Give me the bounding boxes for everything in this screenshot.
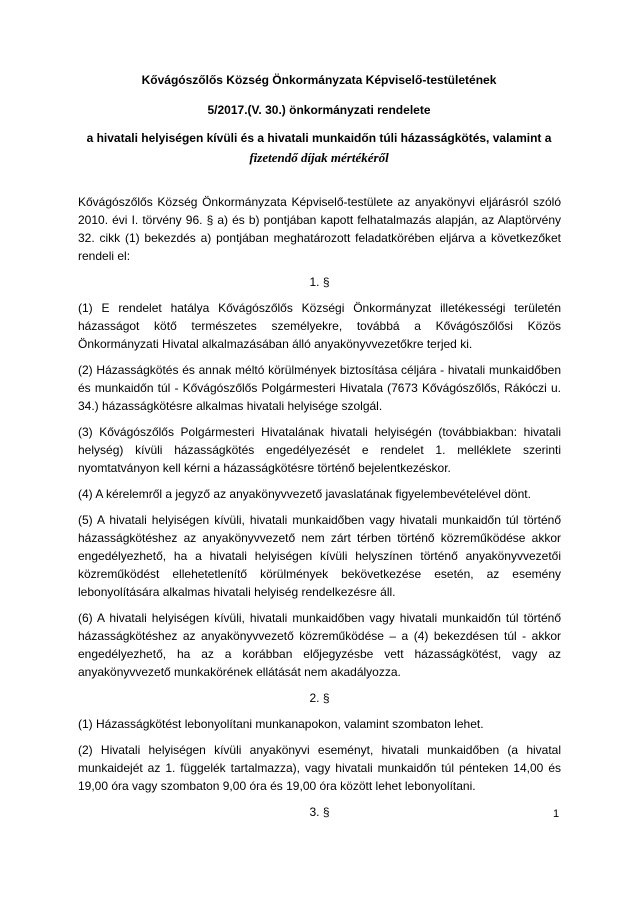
section-2-mark: 2. § — [309, 691, 330, 705]
section-1-paragraph-5: (5) A hivatali helyiségen kívüli, hivatali munkaidőben vagy hivatali munkaidőn túl történő házasságkötéshez az anyakönyvvezető nem zárt térben történő közreműködése akkor engedélyezhető, ha a hivatali helyiségen kívüli helyszínen történő anyakönyvvezetői közreműködést ellehetetlenítő körülmények bekövetkezése esetén, az esemény lebonyolítására alkalmas hivatali helyiség rendelkezésre áll. — [78, 513, 561, 599]
section-3-mark: 3. § — [309, 805, 330, 819]
section-1-paragraph-4: (4) A kérelemről a jegyző az anyakönyvvezető javaslatának figyelembevételével dönt. — [78, 487, 531, 501]
section-1-paragraph-6: (6) A hivatali helyiségen kívüli, hivatali munkaidőben vagy hivatali munkaidőn túl történő házasságkötéshez az anyakönyvvezető közreműködése – a (4) bekezdésen túl - akkor engedélyezhető, ha az a korábban előjegyzésbe vett házasságkötést, vagy az anyakönyvvezető munkakörének ellátását nem akadályozza. — [78, 611, 561, 679]
title-issuer: Kővágószőlős Község Önkormányzata Képviselő-testületének — [141, 73, 497, 87]
title-decree-number: 5/2017.(V. 30.) önkormányzati rendelete — [207, 103, 431, 117]
section-1-mark: 1. § — [309, 275, 330, 289]
section-1-paragraph-1: (1) E rendelet hatálya Kővágószőlős Községi Önkormányzat illetékességi területén házasságot kötő természetes személyekre, továbbá a Kővágószőlősi Közös Önkormányzati Hivatal alkalmazásában álló anyakönyvvezetőkre terjed ki. — [78, 301, 561, 351]
section-1-paragraph-3: (3) Kővágószőlős Polgármesteri Hivatalának hivatali helyiségén (továbbiakban: hivatali helység) kívüli házasságkötés engedélyezését e rendelet 1. melléklete szerinti nyomtatványon kell kérni a házasságkötésre történő bejelentkezéskor. — [78, 425, 561, 475]
section-1-paragraph-2: (2) Házasságkötés és annak méltó körülmények biztosítása céljára - hivatali munkaidőben és munkaidőn túl - Kővágószőlős Polgármesteri Hivatala (7673 Kővágószőlős, Rákóczi u. 34.) házasságkötésre alkalmas hivatali helyisége szolgál. — [78, 363, 561, 413]
title-subject: a hivatali helyiségen kívüli és a hivatali munkaidőn túli házasságkötés, valamint a — [86, 131, 552, 145]
document-body — [78, 193, 561, 829]
title-subject-continuation: fizetendő díjak mértékéről — [249, 150, 389, 165]
section-2-paragraph-1: (1) Házasságkötést lebonyolítani munkanapokon, valamint szombaton lehet. — [78, 717, 484, 731]
page-number: 1 — [553, 808, 560, 820]
section-2-paragraph-2: (2) Hivatali helyiségen kívüli anyakönyvi eseményt, hivatali munkaidőben (a hivatal munkaidejét az 1. függelék tartalmazza), vagy hivatali munkaidőn túl pénteken 14,00 és 19,00 óra vagy szombaton 9,00 óra és 19,00 óra között lehet lebonyolítani. — [78, 743, 561, 793]
preamble: Kővágószőlős Község Önkormányzata Képviselő-testülete az anyakönyvi eljárásról szóló 2010. évi I. törvény 96. § a) és b) pontjában kapott felhatalmazás alapján, az Alaptörvény 32. cikk (1) bekezdés a) pontjában meghatározott feladatkörében eljárva a következőket rendeli el: — [78, 195, 561, 263]
